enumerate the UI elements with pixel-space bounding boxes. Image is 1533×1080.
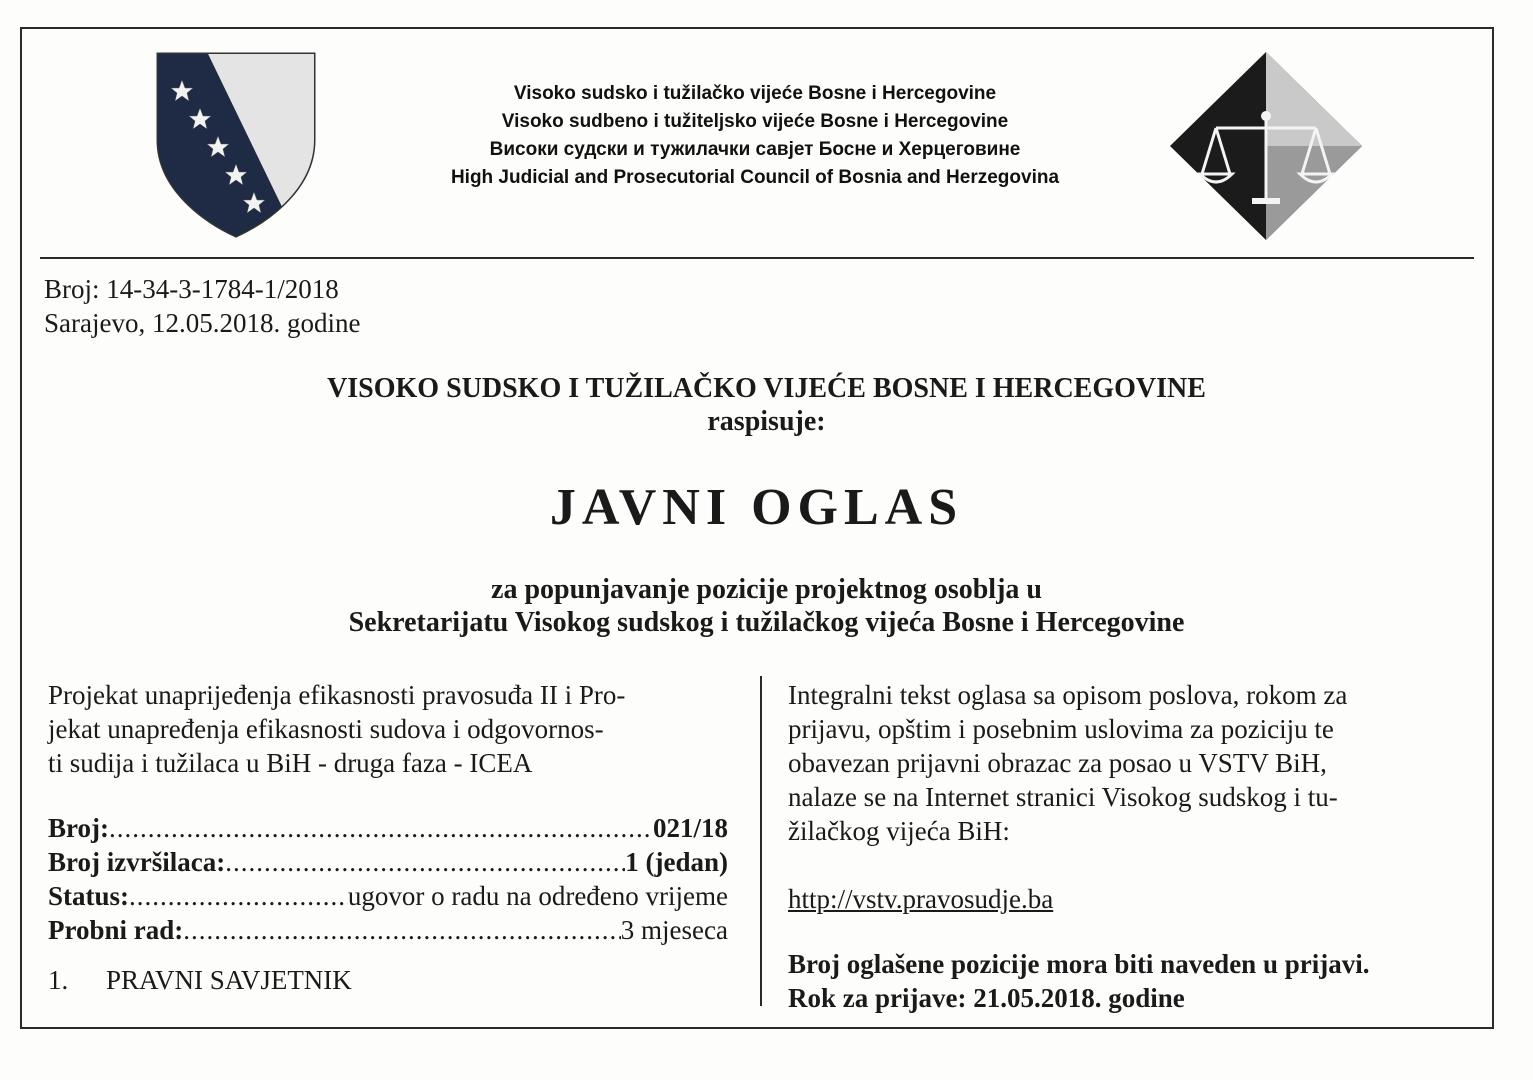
reference-number: Broj: 14-34-3-1784-1/2018 bbox=[44, 274, 339, 304]
announcer-block bbox=[0, 372, 1533, 438]
dot-leader bbox=[183, 913, 621, 947]
detail-value: 3 mjeseca bbox=[620, 915, 728, 945]
detail-value: 021/18 bbox=[652, 813, 728, 843]
dot-leader bbox=[129, 879, 348, 913]
bih-coat-of-arms-icon bbox=[148, 44, 324, 240]
detail-label: Probni rad: bbox=[48, 915, 184, 945]
org-name-bosnian: Visoko sudsko i tužilačko vijeće Bosne i Hercegovine bbox=[513, 83, 997, 104]
info-line: nalaze se na Internet stranici Visokog sudskog i tu- bbox=[788, 782, 1338, 812]
website-link[interactable]: http://vstv.pravosudje.ba bbox=[788, 884, 1054, 914]
detail-row-number bbox=[48, 811, 728, 845]
project-line: jekat unapređenja efikasnosti sudova i odgovornos- bbox=[48, 714, 604, 744]
vacancy-details bbox=[48, 811, 728, 947]
org-name-english: High Judicial and Prosecutorial Council of Bosnia and Herzegovina bbox=[450, 167, 1060, 188]
project-line: Projekat unaprijeđenja efikasnosti pravosuđa II i Pro- bbox=[48, 680, 626, 710]
project-description bbox=[48, 678, 728, 780]
detail-value: ugovor o radu na određeno vrijeme bbox=[347, 881, 728, 911]
org-name-serbian-cyrillic: Високи судски и тужилачки савјет Босне и Херцеговине bbox=[489, 139, 1021, 160]
header-divider bbox=[40, 257, 1474, 259]
notice-line: Broj oglašene pozicije mora biti naveden u prijavi. bbox=[788, 949, 1370, 979]
project-line: ti sudija i tužilaca u BiH - druga faza - ICEA bbox=[48, 748, 533, 778]
detail-row-executors bbox=[48, 845, 728, 879]
dot-leader bbox=[109, 811, 653, 845]
dot-leader bbox=[225, 845, 625, 879]
subtitle-line: za popunjavanje pozicije projektnog osoblja u bbox=[491, 574, 1042, 605]
info-line: žilačkog vijeća BiH: bbox=[788, 816, 1010, 846]
detail-row-probation bbox=[48, 913, 728, 947]
position-list-item bbox=[48, 963, 728, 997]
org-name-croatian: Visoko sudbeno i tužiteljsko vijeće Bosne i Hercegovine bbox=[501, 111, 1009, 132]
document-subtitle bbox=[0, 573, 1533, 639]
application-notice bbox=[788, 947, 1478, 1015]
document-title: JAVNI OGLAS bbox=[549, 479, 964, 536]
detail-row-status bbox=[48, 879, 728, 913]
left-column bbox=[48, 678, 728, 997]
announcer-name: VISOKO SUDSKO I TUŽILAČKO VIJEĆE BOSNE I HERCEGOVINE bbox=[327, 373, 1206, 404]
detail-label: Broj: bbox=[48, 813, 109, 843]
reference-block bbox=[44, 272, 360, 340]
detail-label: Status: bbox=[48, 881, 130, 911]
detail-value: 1 (jedan) bbox=[625, 847, 728, 877]
column-divider bbox=[760, 676, 762, 1006]
subtitle-line: Sekretarijatu Visokog sudskog i tužilačkog vijeća Bosne i Hercegovine bbox=[348, 607, 1185, 638]
application-info bbox=[788, 678, 1478, 848]
position-name: PRAVNI SAVJETNIK bbox=[106, 965, 352, 995]
info-line: Integralni tekst oglasa sa opisom poslova, rokom za bbox=[788, 680, 1348, 710]
organization-header bbox=[330, 80, 1180, 192]
notice-line: Rok za prijave: 21.05.2018. godine bbox=[788, 983, 1185, 1013]
position-number: 1. bbox=[48, 965, 69, 995]
place-and-date: Sarajevo, 12.05.2018. godine bbox=[44, 308, 361, 338]
info-line: prijavu, opštim i posebnim uslovima za poziciju te bbox=[788, 714, 1334, 744]
hjpc-scales-logo-icon bbox=[1166, 48, 1366, 244]
right-column bbox=[788, 678, 1478, 1015]
detail-label: Broj izvršilaca: bbox=[48, 847, 226, 877]
announcer-verb: raspisuje: bbox=[707, 406, 826, 437]
info-line: obavezan prijavni obrazac za posao u VSTV BiH, bbox=[788, 748, 1327, 778]
